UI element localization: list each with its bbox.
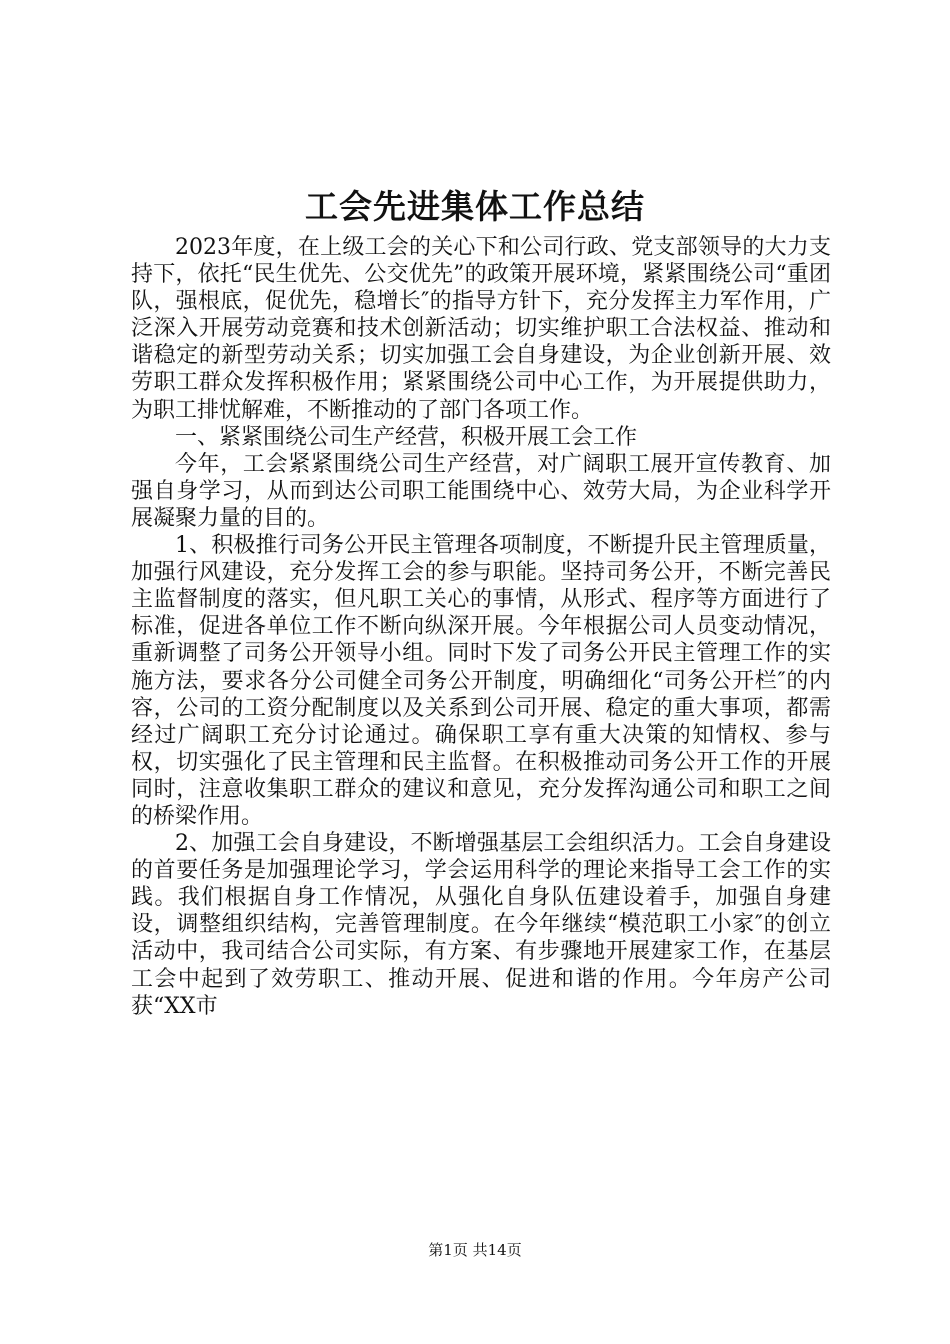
document-body	[131, 234, 831, 1020]
document-title: 工会先进集体工作总结	[305, 187, 645, 226]
paragraph-item-1: 1、积极推行司务公开民主管理各项制度，不断提升民主管理质量，加强行风建设，充分发挥工会的参与职能。坚持司务公开，不断完善民主监督制度的落实，但凡职工关心的事情，从形式、程序等方面进行了标准，促进各单位工作不断向纵深开展。今年根据公司人员变动情况，重新调整了司务公开领导小组。同时下发了司务公开民主管理工作的实施方法，要求各分公司健全司务公开制度，明确细化“司务公开栏″的内容，公司的工资分配制度以及关系到公司开展、稳定的重大事项，都需经过广阔职工充分讨论通过。确保职工享有重大决策的知情权、参与权，切实强化了民主管理和民主监督。在积极推动司务公开工作的开展同时，注意收集职工群众的建议和意见，充分发挥沟通公司和职工之间的桥梁作用。	[131, 533, 831, 829]
paragraph-section-1: 今年，工会紧紧围绕公司生产经营，对广阔职工展开宣传教育、加强自身学习，从而到达公司职工能围绕中心、效劳大局，为企业科学开展凝聚力量的目的。	[131, 451, 831, 531]
page-number-footer: 第1页 共14页	[428, 1241, 522, 1259]
section-heading-1: 一、紧紧围绕公司生产经营，积极开展工会工作	[175, 424, 638, 450]
paragraph-intro: 2023年度，在上级工会的关心下和公司行政、党支部领导的大力支持下，依托“民生优先、公交优先”的政策开展环境，紧紧围绕公司“重团队，强根底，促优先，稳增长″的指导方针下，充分发挥主力军作用，广泛深入开展劳动竞赛和技术创新活动；切实维护职工合法权益、推动和谐稳定的新型劳动关系；切实加强工会自身建设，为企业创新开展、效劳职工群众发挥积极作用；紧紧围绕公司中心工作，为开展提供助力，为职工排忧解难，不断推动的了部门各项工作。	[131, 235, 831, 423]
paragraph-item-2: 2、加强工会自身建设，不断增强基层工会组织活力。工会自身建设的首要任务是加强理论学习，学会运用科学的理论来指导工会工作的实践。我们根据自身工作情况，从强化自身队伍建设着手，加强自身建设，调整组织结构，完善管理制度。在今年继续“模范职工小家″的创立活动中，我司结合公司实际，有方案、有步骤地开展建家工作，在基层工会中起到了效劳职工、推动开展、促进和谐的作用。今年房产公司获“XX市	[131, 831, 831, 1019]
